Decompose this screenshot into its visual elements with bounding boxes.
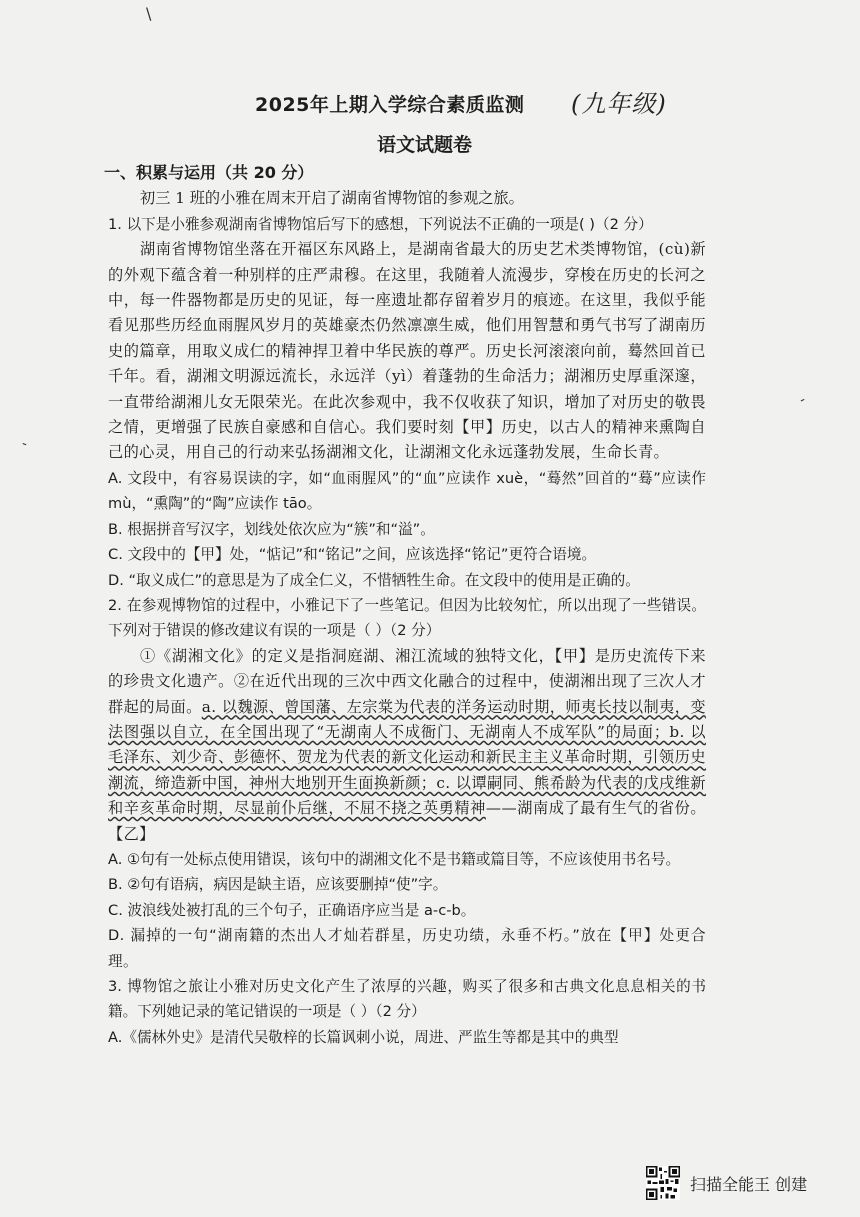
question-2-passage-wavy: a. 以魏源、曾国藩、左宗棠为代表的洋务运动时期，师夷长技以制夷，变法图强以自立，在全国出现了“无湖南人不成衙门、无湖南人不成军队”的局面；b. 以毛泽东、刘少奇、彭德怀、贺龙为代表的新文化运动和新民主主义革命时期，引领历史潮流，缔造新中国，神州大地别开生面换新颜；c. 以谭嗣同、熊希龄为代表的戊戌维新和辛亥革命时期，尽显前仆后继，不屈不挠之英勇精神	[108, 697, 706, 818]
question-2-option-a: A. ①句有一处标点使用错误，该句中的湖湘文化不是书籍或篇目等，不应该使用书名号。	[108, 850, 681, 868]
exam-body	[104, 160, 706, 1050]
scan-dash-mark: -	[796, 391, 809, 409]
question-3-option-a: A.《儒林外史》是清代吴敬梓的长篇讽刺小说，周进、严监生等都是其中的典型	[108, 1028, 619, 1046]
question-1-option-d: D. “取义成仁”的意思是为了成全仁义，不惜牺牲生命。在文段中的使用是正确的。	[108, 571, 640, 589]
scan-dash-mark: -	[19, 435, 30, 453]
question-1-option-c: C. 文段中的【甲】处，“惦记”和“铭记”之间，应该选择“铭记”更符合语境。	[108, 546, 597, 564]
question-2-option-d: D. 漏掉的一句“湖南籍的杰出人才灿若群星，历史功绩，永垂不朽。”放在【甲】处更合理。	[108, 927, 706, 970]
exam-title: 2025年上期入学综合素质监测	[255, 94, 525, 116]
scan-tick-mark: \	[146, 4, 152, 23]
question-2-option-c: C. 波浪线处被打乱的三个句子，正确语序应当是 a-c-b。	[108, 901, 476, 919]
exam-subtitle: 语文试题卷	[377, 134, 473, 156]
question-1-passage: 湖南省博物馆坐落在开福区东风路上，是湖南省最大的历史艺术类博物馆，(cù)新的外观下蕴含着一种别样的庄严肃穆。在这里，我随着人流漫步，穿梭在历史的长河之中，每一件器物都是历史的见证，每一座遗址都存留着岁月的痕迹。在这里，我似乎能看见那些历经血雨腥风岁月的英雄豪杰仍然凛凛生威，他们用智慧和勇气书写了湖南历史的篇章，用取义成仁的精神捍卫着中华民族的尊严。历史长河滚滚向前，蓦然回首已千年。看，湖湘文明源远流长，永远洋（yì）着蓬勃的生命活力；湖湘历史厚重深邃，一直带给湖湘儿女无限荣光。在此次参观中，我不仅收获了知识，增加了对历史的敬畏之情，更增强了民族自豪感和自信心。我们要时刻【甲】历史，以古人的精神来熏陶自己的心灵，用自己的行动来弘扬湖湘文化，让湖湘文化永远蓬勃发展，生命长青。	[108, 240, 706, 462]
question-2-option-b: B. ②句有语病，病因是缺主语，应该要删掉“使”字。	[108, 876, 448, 894]
section-intro: 初三 1 班的小雅在周末开启了湖南省博物馆的参观之旅。	[140, 189, 524, 208]
qr-code-icon	[646, 1166, 680, 1200]
question-3-stem: 3. 博物馆之旅让小雅对历史文化产生了浓厚的兴趣，购买了很多和古典文化息息相关的书籍。下列她记录的笔记错误的一项是（ ）（2 分）	[108, 978, 706, 1021]
question-2-passage	[108, 644, 706, 847]
question-1-option-a: A. 文段中，有容易误读的字，如“血雨腥风”的“血”应读作 xuè，“蓦然”回首的“蓦”应读作 mù，“熏陶”的“陶”应读作 tāo。	[108, 469, 706, 513]
question-1-option-b: B. 根据拼音写汉字，划线处依次应为“簇”和“溢”。	[108, 520, 435, 538]
section-heading: 一、积累与运用（共 20 分）	[104, 163, 314, 182]
question-2-passage-plain: ①《湖湘文化》的定义是指洞庭湖、湘江流域的独特文化，【甲】是历史流传下来的珍贵文化遗产。②在近代出现的三次中西文化融合的过程中，使湖湘出现了三次人才群起的局面。	[108, 646, 706, 716]
question-2-stem: 2. 在参观博物馆的过程中，小雅记下了一些笔记。但因为比较匆忙，所以出现了一些错误。下列对于错误的修改建议有误的一项是（ ）（2 分）	[108, 596, 706, 640]
handwritten-grade-note: (九年级)	[571, 90, 667, 118]
question-1-stem: 1. 以下是小雅参观湖南省博物馆后写下的感想，下列说法不正确的一项是( )（2 分）	[108, 215, 653, 233]
scanner-app-label: 扫描全能王 创建	[690, 1174, 808, 1194]
question-2-passage-tail: ——湖南成了最有生气的省份。【乙】	[108, 799, 706, 843]
exam-title-row	[255, 84, 715, 124]
scanner-watermark	[646, 1165, 846, 1201]
